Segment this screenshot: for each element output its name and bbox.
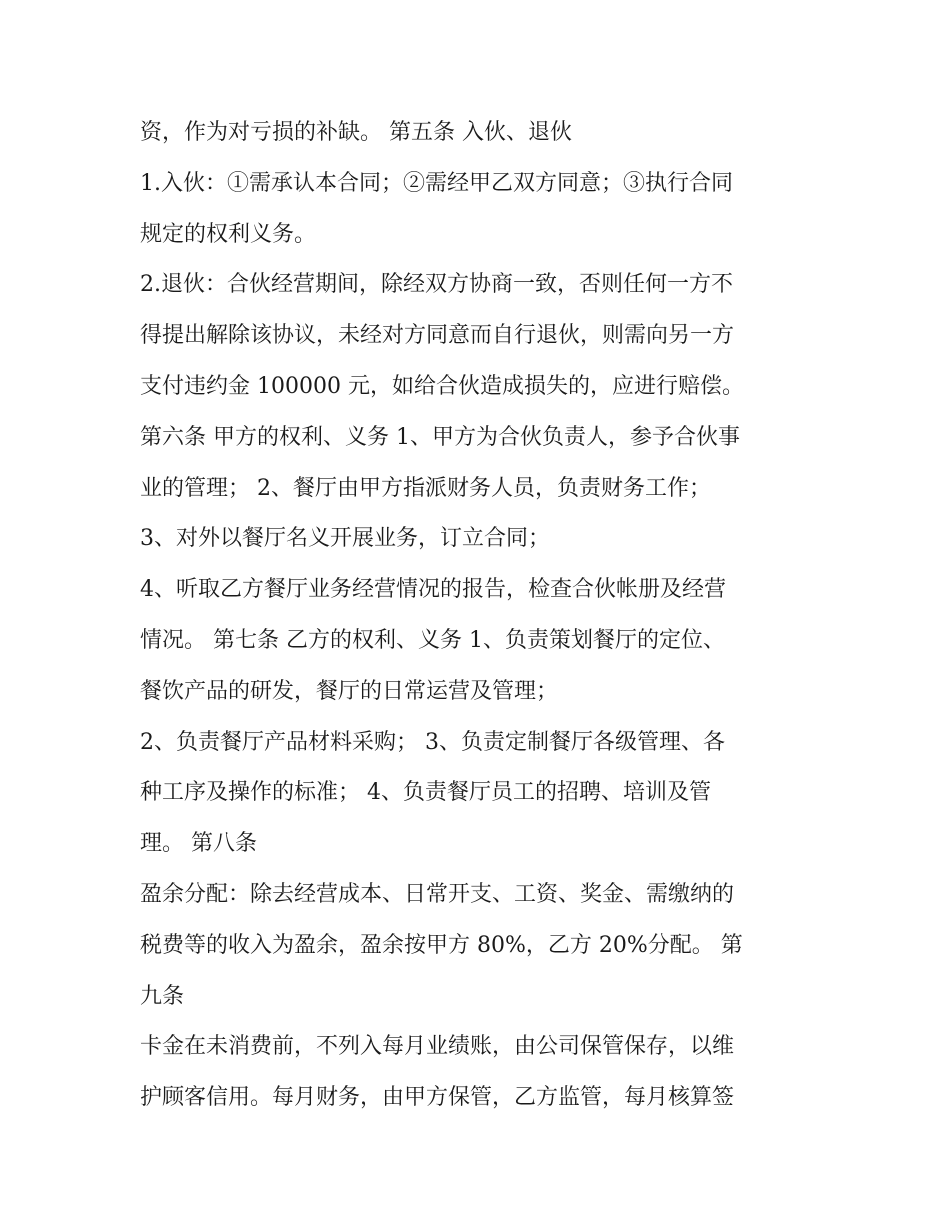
text-line: 2、负责餐厅产品材料采购； 3、负责定制餐厅各级管理、各 — [140, 729, 725, 755]
text-line: 九条 — [140, 983, 185, 1009]
text-line: 盈余分配：除去经营成本、日常开支、工资、奖金、需缴纳的 — [140, 881, 735, 907]
text-line: 卡金在未消费前，不列入每月业绩账，由公司保管保存，以维 — [140, 1034, 735, 1060]
text-line: 2.退伙：合伙经营期间，除经双方协商一致，否则任何一方不 — [140, 272, 733, 298]
document-body — [140, 108, 830, 1124]
text-line: 护顾客信用。每月财务，由甲方保管，乙方监管，每月核算签 — [140, 1085, 735, 1111]
text-line: 情况。 第七条 乙方的权利、义务 1、负责策划餐厅的定位、 — [140, 627, 725, 653]
text-line: 理。 第八条 — [140, 831, 257, 857]
text-line: 3、对外以餐厅名义开展业务，订立合同； — [140, 526, 550, 552]
text-line: 1.入伙：①需承认本合同；②需经甲乙双方同意；③执行合同 — [140, 170, 733, 196]
text-line: 种工序及操作的标准； 4、负责餐厅员工的招聘、培训及管 — [140, 780, 711, 806]
text-line: 支付违约金 100000 元，如给合伙造成损失的，应进行赔偿。 — [140, 373, 744, 399]
text-line: 规定的权利义务。 — [140, 221, 317, 247]
text-line: 税费等的收入为盈余，盈余按甲方 80%，乙方 20%分配。 第 — [140, 932, 743, 958]
text-line: 餐饮产品的研发，餐厅的日常运营及管理； — [140, 678, 559, 704]
text-line: 资，作为对亏损的补缺。 第五条 入伙、退伙 — [140, 120, 572, 145]
text-line: 得提出解除该协议，未经对方同意而自行退伙，则需向另一方 — [140, 323, 735, 349]
text-line: 4、听取乙方餐厅业务经营情况的报告，检查合伙帐册及经营 — [140, 577, 726, 603]
text-line: 业的管理； 2、餐厅由甲方指派财务人员，负责财务工作； — [140, 475, 711, 501]
text-line: 第六条 甲方的权利、义务 1、甲方为合伙负责人，参予合伙事 — [140, 424, 740, 450]
